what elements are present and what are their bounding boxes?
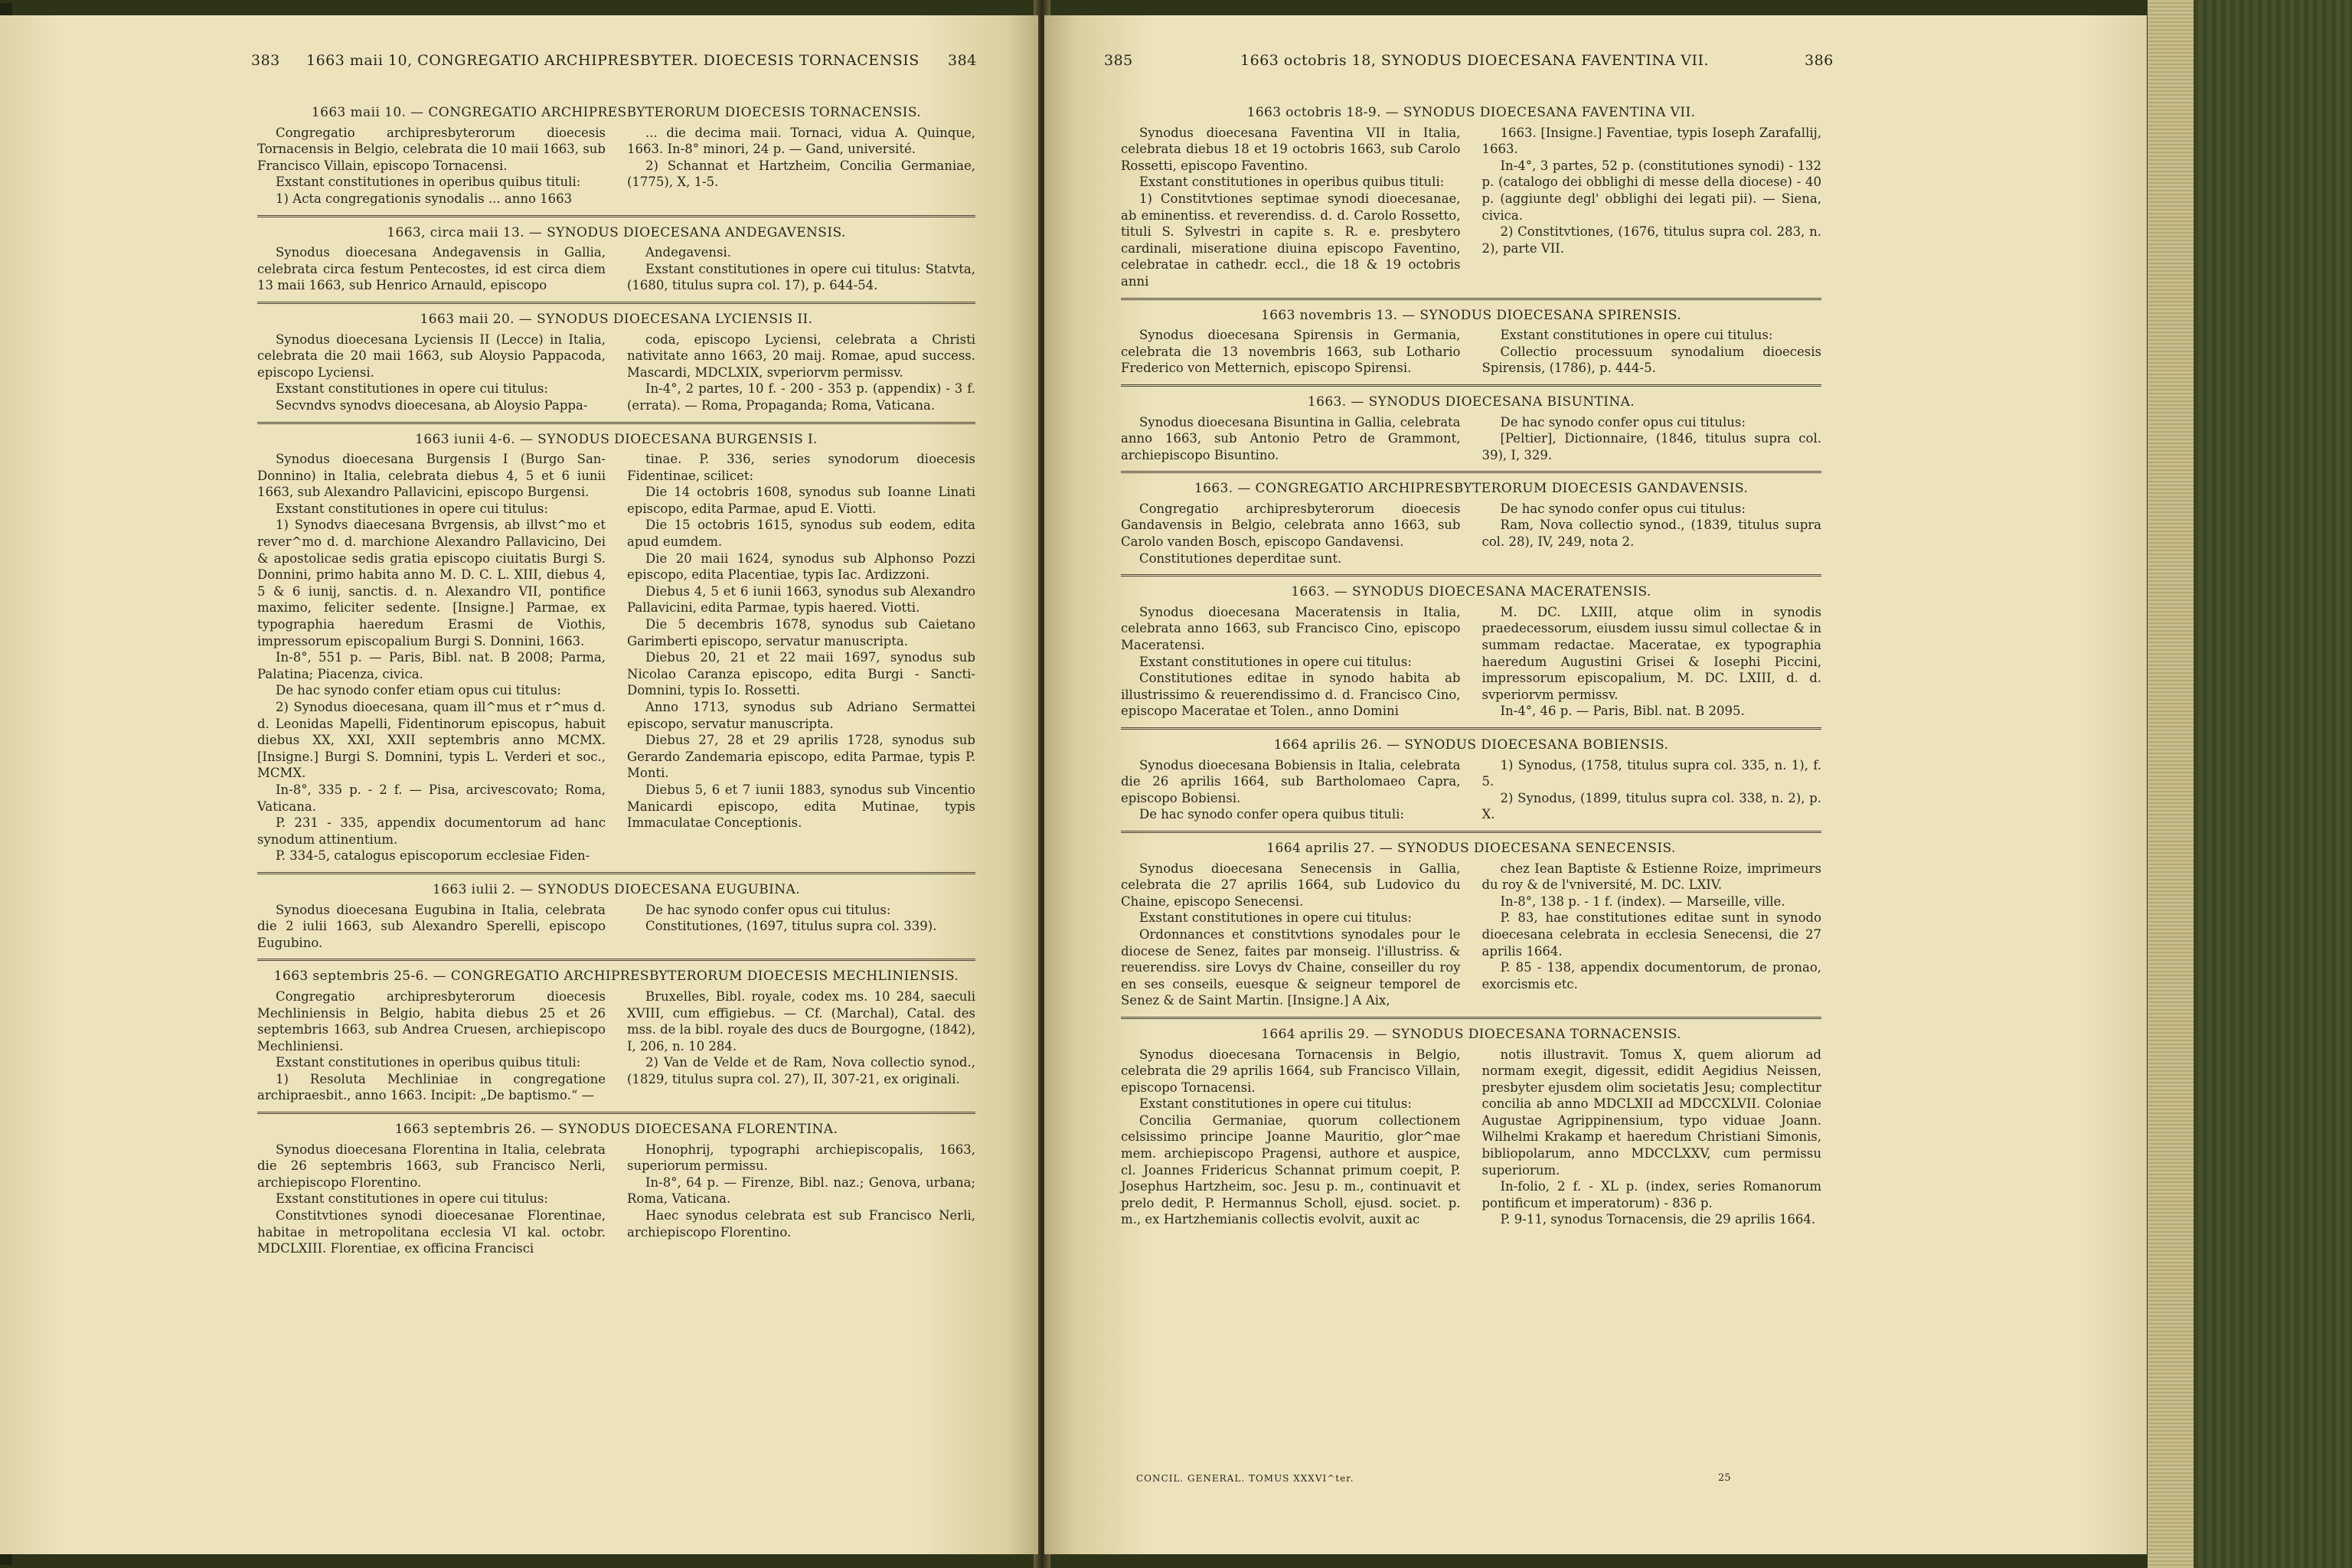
divider-rule [1121, 471, 1821, 473]
entry-subcolumn [257, 244, 606, 294]
book-edge [2148, 0, 2352, 1568]
entry [1121, 1017, 1821, 1228]
paragraph: Synodus dioecesana Bobiensis in Italia, celebrata die 26 aprilis 1664, sub Bartholomaeo Capra, episcopo Bobiensi. [1121, 757, 1461, 805]
entry-subcolumn [627, 244, 975, 294]
signature-mark: 25 [1718, 1472, 1731, 1484]
entry-body [1121, 327, 1821, 377]
page-number: 386 [1805, 52, 1834, 69]
paragraph: P. 85 - 138, appendix documentorum, de pronao, exorcismis etc. [1481, 960, 1821, 991]
divider-rule [1121, 574, 1821, 577]
paragraph: In-8°, 138 p. - 1 f. (index). — Marseille, ville. [1500, 893, 1785, 909]
entry-subcolumn [257, 451, 606, 864]
entry [1121, 298, 1821, 377]
entry-title: 1663 maii 20. — SYNODUS DIOECESANA LYCIENSIS II. [420, 311, 813, 327]
entry [1121, 384, 1821, 463]
paragraph: Synodus dioecesana Florentina in Italia, celebrata die 26 septembris 1663, sub Francisco Nerli, archiepiscopo Florentino. [257, 1142, 606, 1190]
entry-body [257, 1142, 975, 1257]
entry-subcolumn [1121, 125, 1461, 290]
entry-title: 1663. — CONGREGATIO ARCHIPRESBYTERORUM DIOECESIS GANDAVENSIS. [1194, 481, 1749, 497]
entry [257, 959, 975, 1104]
paragraph: P. 9-11, synodus Tornacensis, die 29 aprilis 1664. [1500, 1212, 1816, 1227]
entry-subcolumn [627, 332, 975, 414]
entry-body [257, 988, 975, 1104]
paragraph: Exstant constitutiones in opere cui titulus: Statvta, (1680, titulus supra col. 17), p. 644-54. [627, 261, 975, 293]
entry-subcolumn [1121, 1047, 1461, 1229]
paragraph: Diebus 4, 5 et 6 iunii 1663, synodus sub Alexandro Pallavicini, edita Parmae, typis haered. Viotti. [627, 583, 975, 616]
paragraph: Diebus 20, 21 et 22 maii 1697, synodus sub Nicolao Caranza episcopo, edita Burgi - Sancti-Domnini, typis Io. Rossetti. [627, 650, 975, 698]
entry-subcolumn [1482, 414, 1822, 464]
entry-subcolumn [1482, 327, 1822, 377]
paragraph: Secvndvs synodvs dioecesana, ab Aloysio Pappa- [276, 397, 588, 413]
paragraph: Anno 1713, synodus sub Adriano Sermattei episcopo, servatur manuscripta. [627, 700, 975, 731]
paragraph: Exstant constitutiones in operibus quibus tituli: [276, 175, 581, 190]
entry-body [257, 902, 975, 952]
entry-title: 1663 iulii 2. — SYNODUS DIOECESANA EUGUBINA. [432, 881, 801, 897]
divider-rule [257, 422, 975, 424]
paragraph: notis illustravit. Tomus X, quem aliorum ad normam exegit, digessit, edidit Aegidius Neissen, presbyter ejusdem olim societatis Jesu; complectitur concilia ab anno MDCLXII ad MDCCXLVII. Coloniae Augustae Agrippinensium, typo viduae Joann. Wilhelmi Krakamp et haeredum Christiani Simonis, bibliopolarum, anno MDCCLXXV, cum permissu superiorum. [1481, 1047, 1821, 1178]
entry [1121, 831, 1821, 1009]
entry-subcolumn [1121, 861, 1461, 1009]
paragraph: In-4°, 2 partes, 10 f. - 200 - 353 p. (appendix) - 3 f. (errata). — Roma, Propaganda; Roma, Vaticana. [627, 381, 975, 413]
paragraph: Constitutiones, (1697, titulus supra col. 339). [645, 919, 937, 934]
paragraph: Synodus dioecesana Eugubina in Italia, celebrata die 2 iulii 1663, sub Alexandro Sperelli, episcopo Eugubino. [257, 902, 606, 950]
paragraph: In-folio, 2 f. - XL p. (index, series Romanorum pontificum et imperatorum) - 836 p. [1481, 1179, 1821, 1210]
entry-subcolumn [257, 332, 606, 414]
entry-subcolumn [257, 988, 606, 1104]
paragraph: Concilia Germaniae, quorum collectionem celsissimo principe Joanne Mauritio, glor^mae mem. archiepiscopo Pragensi, authore et auspice, cl. Joannes Fridericus Schannat primum coepit, P. Josephus Hartzheim, soc. Jesu p. m., continuavit et prelo dedit, P. Hermannus Scholl, ejusd. societ. p. m., ex Hartzhemianis collectis evolvit, auxit ac [1121, 1112, 1461, 1227]
paragraph: Synodus dioecesana Tornacensis in Belgio, celebrata die 29 aprilis 1664, sub Francisco Villain, episcopo Tornacensi. [1121, 1047, 1461, 1095]
divider-rule [1121, 727, 1821, 730]
paragraph: ... die decima maii. Tornaci, vidua A. Quinque, 1663. In-8° minori, 24 p. — Gand, université. [627, 125, 975, 157]
paragraph: Constitvtiones synodi dioecesanae Florentinae, habitae in metropolitana ecclesia VI kal. octobr. MDCLXIII. Florentiae, ex officina Francisci [257, 1208, 606, 1256]
left-page [0, 15, 1038, 1554]
entry-body [1121, 757, 1821, 823]
paragraph: Exstant constitutiones in opere cui titulus: [276, 501, 548, 516]
entry-title: 1663 octobris 18-9. — SYNODUS DIOECESANA FAVENTINA VII. [1246, 105, 1696, 120]
paragraph: Ram, Nova collectio synod., (1839, titulus supra col. 28), IV, 249, nota 2. [1481, 518, 1821, 550]
entry-body [1121, 604, 1821, 720]
paragraph: 1) Constitvtiones septimae synodi dioecesanae, ab eminentiss. et reverendiss. d. d. Carolo Rossetto, tituli S. Sylvestri in capite s. R. e. presbytero cardinali, miseratione diuina episcopo Faventino, celebratae in cathedr. eccl., die 18 & 19 octobris anni [1121, 191, 1461, 289]
running-head-text: 1663 maii 10, CONGREGATIO ARCHIPRESBYTER. DIOECESIS TORNACENSIS [306, 52, 920, 69]
paragraph: Synodus dioecesana Faventina VII in Italia, celebrata diebus 18 et 19 octobris 1663, sub Carolo Rossetti, episcopo Faventino. [1121, 125, 1461, 173]
entry-body [1121, 1047, 1821, 1229]
entry-title: 1663. — SYNODUS DIOECESANA MACERATENSIS. [1291, 584, 1651, 600]
divider-rule [257, 959, 975, 961]
entry-subcolumn [1121, 757, 1461, 823]
page-number: 383 [251, 52, 280, 69]
paragraph: Die 5 decembris 1678, synodus sub Caietano Garimberti episcopo, servatur manuscripta. [627, 617, 975, 648]
divider-rule [257, 302, 975, 304]
paragraph: Ordonnances et constitvtions synodales pour le diocese de Senez, faites par monseig. l'illustriss. & reuerendiss. sire Lovys dv Chaine, conseiller du roy en ses conseils, euesque & seigneur temporel de Senez & de Saint Martin. [Insigne.] A Aix, [1121, 926, 1461, 1008]
entry-title: 1663. — SYNODUS DIOECESANA BISUNTINA. [1307, 394, 1635, 410]
entry-subcolumn [1482, 861, 1822, 1009]
paragraph: Exstant constitutiones in opere cui titulus: [1139, 1096, 1412, 1112]
paragraph: In-4°, 46 p. — Paris, Bibl. nat. B 2095. [1500, 704, 1745, 719]
entry-body [257, 125, 975, 207]
paragraph: In-8°, 335 p. - 2 f. — Pisa, arcivescovato; Roma, Vaticana. [257, 782, 606, 814]
paragraph: Exstant constitutiones in opere cui titulus: [1500, 328, 1773, 343]
divider-rule [1121, 298, 1821, 300]
entry-title: 1663 maii 10. — CONGREGATIO ARCHIPRESBYTERORUM DIOECESIS TORNACENSIS. [311, 105, 922, 120]
paragraph: Exstant constitutiones in operibus quibus tituli: [276, 1055, 581, 1070]
entry-subcolumn [627, 451, 975, 864]
divider-rule [257, 215, 975, 217]
paragraph: Diebus 27, 28 et 29 aprilis 1728, synodus sub Gerardo Zandemaria episcopo, edita Parmae, typis P. Monti. [627, 733, 975, 781]
paragraph: Collectio processuum synodalium dioecesis Spirensis, (1786), p. 444-5. [1481, 344, 1821, 376]
entry [257, 105, 975, 207]
entry-subcolumn [1482, 125, 1822, 290]
paragraph: Synodus dioecesana Lyciensis II (Lecce) in Italia, celebrata die 20 maii 1663, sub Aloysio Pappacoda, episcopo Lyciensi. [257, 332, 606, 380]
entry-title: 1663, circa maii 13. — SYNODUS DIOECESANA ANDEGAVENSIS. [387, 224, 846, 240]
entry-title: 1664 aprilis 29. — SYNODUS DIOECESANA TORNACENSIS. [1261, 1026, 1681, 1042]
entry [1121, 105, 1821, 290]
entry-subcolumn [627, 125, 975, 207]
paragraph: Synodus dioecesana Maceratensis in Italia, celebrata anno 1663, sub Francisco Cino, episcopo Maceratensi. [1121, 604, 1461, 653]
entry-body [257, 332, 975, 414]
entry-subcolumn [1482, 604, 1822, 720]
paragraph: 1) Synodus, (1758, titulus supra col. 335, n. 1), f. 5. [1481, 757, 1821, 789]
paragraph: De hac synodo confer etiam opus cui titulus: [276, 683, 561, 698]
entry [257, 872, 975, 951]
entry [257, 1112, 975, 1257]
paragraph: Die 15 octobris 1615, synodus sub eodem, edita apud eumdem. [627, 518, 975, 550]
paragraph: In-4°, 3 partes, 52 p. (constitutiones synodi) - 132 p. (catalogo dei obblighi di messe della diocese) - 40 p. (aggiunte degl' obblighi dei legati pii). — Siena, civica. [1481, 158, 1821, 223]
entry-body [1121, 501, 1821, 567]
entry-body [1121, 861, 1821, 1009]
entry-subcolumn [1482, 1047, 1822, 1229]
paragraph: Synodus dioecesana Spirensis in Germania, celebrata die 13 novembris 1663, sub Lothario Frederico von Metternich, episcopo Spirensi. [1121, 328, 1461, 376]
entry-subcolumn [1482, 757, 1822, 823]
entry-subcolumn [627, 902, 975, 952]
paragraph: Die 14 octobris 1608, synodus sub Ioanne Linati episcopo, edita Parmae, apud E. Viotti. [627, 485, 975, 516]
entry-title: 1663 septembris 25-6. — CONGREGATIO ARCHIPRESBYTERORUM DIOECESIS MECHLINIENSIS. [273, 969, 959, 985]
paragraph: Congregatio archipresbyterorum dioecesis Tornacensis in Belgio, celebrata die 10 maii 1663, sub Francisco Villain, episcopo Tornacensi. [257, 125, 606, 173]
paragraph: De hac synodo confer opus cui titulus: [645, 902, 891, 917]
paragraph: Congregatio archipresbyterorum dioecesis Mechliniensis in Belgio, habita diebus 25 et 26 septembris 1663, sub Andrea Cruesen, archiepiscopo Mechliniensi. [257, 988, 606, 1054]
divider-rule [1121, 384, 1821, 387]
paragraph: Synodus dioecesana Senecensis in Gallia, celebrata die 27 aprilis 1664, sub Ludovico du Chaine, episcopo Senecensi. [1121, 861, 1461, 909]
entry-subcolumn [1121, 501, 1461, 567]
entry-subcolumn [257, 125, 606, 207]
entry-body [1121, 125, 1821, 290]
entry [257, 215, 975, 294]
paragraph: Bruxelles, Bibl. royale, codex ms. 10 284, saeculi XVIII, cum effigiebus. — Cf. (Marchal), Catal. des mss. de la bibl. royale des ducs de Bourgogne, (1842), I, 206, n. 10 284. [627, 988, 975, 1054]
divider-rule [257, 872, 975, 874]
paragraph: 1) Acta congregationis synodalis ... anno 1663 [276, 191, 573, 206]
paragraph: [Peltier], Dictionnaire, (1846, titulus supra col. 39), I, 329. [1481, 431, 1821, 462]
right-page [1044, 15, 2147, 1554]
text-column [1121, 103, 1821, 1228]
paragraph: 2) Synodus, (1899, titulus supra col. 338, n. 2), p. X. [1481, 790, 1821, 822]
paragraph: In-8°, 64 p. — Firenze, Bibl. naz.; Genova, urbana; Roma, Vaticana. [627, 1174, 975, 1207]
paragraph: In-8°, 551 p. — Paris, Bibl. nat. B 2008; Parma, Palatina; Piacenza, civica. [257, 650, 606, 681]
entry-body [257, 244, 975, 294]
entry [1121, 471, 1821, 567]
paragraph: De hac synodo confer opus cui titulus: [1500, 501, 1746, 516]
paragraph: coda, episcopo Lyciensi, celebrata a Christi nativitate anno 1663, 20 maij. Romae, apud success. Mascardi, MDCLXIX, svperiorvm permissv. [627, 332, 975, 380]
paragraph: 2) Synodus dioecesana, quam ill^mus et r^mus d. d. Leonidas Mapelli, Fidentinorum episcopus, habuit diebus XX, XXI, XXII septembris anno MCMX. [Insigne.] Burgi S. Domnini, typis L. Verderi et soc., MCMX. [257, 700, 606, 781]
running-head-text: 1663 octobris 18, SYNODUS DIOECESANA FAVENTINA VII. [1240, 52, 1710, 69]
paragraph: Exstant constitutiones in opere cui titulus: [276, 381, 548, 397]
paragraph: Congregatio archipresbyterorum dioecesis Gandavensis in Belgio, celebrata anno 1663, sub Carolo vanden Bosch, episcopo Gandavensi. [1121, 501, 1461, 550]
paragraph: Die 20 maii 1624, synodus sub Alphonso Pozzi episcopo, edita Placentiae, typis Iac. Ardizzoni. [627, 550, 975, 583]
paragraph: 2) Schannat et Hartzheim, Concilia Germaniae, (1775), X, 1-5. [627, 158, 975, 190]
paragraph: 1) Resoluta Mechliniae in congregatione archipraesbit., anno 1663. Incipit: „De baptismo.“ — [257, 1071, 606, 1103]
entry-title: 1663 novembris 13. — SYNODUS DIOECESANA SPIRENSIS. [1260, 307, 1682, 323]
paragraph: Constitutiones deperditae sunt. [1139, 550, 1342, 566]
entry-title: 1663 iunii 4-6. — SYNODUS DIOECESANA BURGENSIS I. [415, 431, 818, 447]
entry [257, 422, 975, 864]
footer-signature-text: CONCIL. GENERAL. TOMUS XXXVI^ter. [1136, 1473, 1354, 1484]
paragraph: P. 83, hae constitutiones editae sunt in synodo dioecesana celebrata in ecclesia Senecensi, die 27 aprilis 1664. [1481, 910, 1821, 959]
divider-rule [1121, 831, 1821, 833]
entry-title: 1664 aprilis 27. — SYNODUS DIOECESANA SENECENSIS. [1266, 840, 1676, 856]
paragraph: 2) Van de Velde et de Ram, Nova collectio synod., (1829, titulus supra col. 27), II, 307-21, ex originali. [627, 1055, 975, 1086]
paragraph: Synodus dioecesana Andegavensis in Gallia, celebrata circa festum Pentecostes, id est circa diem 13 maii 1663, sub Henrico Arnauld, episcopo [257, 245, 606, 293]
paragraph: Exstant constitutiones in opere cui titulus: [1139, 654, 1412, 669]
text-column [257, 103, 975, 1257]
paragraph: 1) Synodvs diaecesana Bvrgensis, ab illvst^mo et rever^mo d. d. marchione Alexandro Pallavicino, Dei & apostolicae sedis gratia episcopo ciuitatis Burgi S. Donnini, primo habita anno M. D. C. L. XIII, diebus 4, 5 & 6 iunij, sanctis. d. n. Alexandro VII, pontifice maximo, feliciter sedente. [Insigne.] Parmae, ex typographia haeredum Erasmi de Viothis, impressorum episcopalium Burgi S. Donnini, 1663. [257, 518, 606, 648]
entry-body [1121, 414, 1821, 464]
entry-subcolumn [1121, 604, 1461, 720]
entry [1121, 574, 1821, 720]
divider-rule [257, 1112, 975, 1114]
paragraph: Synodus dioecesana Burgensis I (Burgo San-Donnino) in Italia, celebrata diebus 4, 5 et 6 iunii 1663, sub Alexandro Pallavicini, episcopo Burgensi. [257, 452, 606, 500]
paragraph: tinae. P. 336, series synodorum dioecesis Fidentinae, scilicet: [627, 452, 975, 483]
paragraph: Constitutiones editae in synodo habita ab illustrissimo & reuerendissimo d. d. Francisco Cino, episcopo Maceratae et Tolen., anno Domini [1121, 671, 1461, 719]
divider-rule [1121, 1017, 1821, 1019]
paragraph: 2) Constitvtiones, (1676, titulus supra col. 283, n. 2), parte VII. [1481, 224, 1821, 256]
paragraph: De hac synodo confer opera quibus tituli: [1139, 807, 1404, 822]
paragraph: Synodus dioecesana Bisuntina in Gallia, celebrata anno 1663, sub Antonio Petro de Grammont, archiepiscopo Bisuntino. [1121, 414, 1461, 462]
paragraph: Exstant constitutiones in opere cui titulus: [276, 1191, 548, 1207]
paragraph: De hac synodo confer opus cui titulus: [1500, 414, 1746, 430]
entry-subcolumn [1121, 414, 1461, 464]
paragraph: P. 334-5, catalogus episcoporum ecclesiae Fiden- [276, 848, 590, 864]
page-number: 384 [948, 52, 977, 69]
paragraph: chez Iean Baptiste & Estienne Roize, imprimeurs du roy & de l'vniversité, M. DC. LXIV. [1481, 861, 1821, 893]
entry-subcolumn [1482, 501, 1822, 567]
entry [1121, 727, 1821, 823]
paragraph: Exstant constitutiones in opere cui titulus: [1139, 910, 1412, 926]
paragraph: M. DC. LXIII, atque olim in synodis praedecessorum, eiusdem iussu simul collectae & in summam redactae. Maceratae, ex typographia haeredum Augustini Grisei & Iosephi Piccini, impressorum episcopalium, M. DC. LXIII, d. d. svperiorvm permissv. [1481, 604, 1821, 702]
paragraph: 1663. [Insigne.] Faventiae, typis Ioseph Zarafallij, 1663. [1481, 125, 1821, 157]
entry-subcolumn [1121, 327, 1461, 377]
entry-subcolumn [627, 988, 975, 1104]
entry-subcolumn [627, 1142, 975, 1257]
paragraph: Andegavensi. [645, 245, 731, 260]
page-number: 385 [1104, 52, 1133, 69]
entry-title: 1664 aprilis 26. — SYNODUS DIOECESANA BOBIENSIS. [1273, 737, 1669, 753]
paragraph: Diebus 5, 6 et 7 iunii 1883, synodus sub Vincentio Manicardi episcopo, edita Mutinae, typis Immaculatae Conceptionis. [627, 782, 975, 831]
entry-subcolumn [257, 1142, 606, 1257]
paragraph: Haec synodus celebrata est sub Francisco Nerli, archiepiscopo Florentino. [627, 1208, 975, 1240]
paragraph: Honophrij, typographi archiepiscopalis, 1663, superiorum permissu. [627, 1142, 975, 1174]
entry-subcolumn [257, 902, 606, 952]
entry-title: 1663 septembris 26. — SYNODUS DIOECESANA FLORENTINA. [394, 1122, 838, 1138]
entry [257, 302, 975, 414]
paragraph: P. 231 - 335, appendix documentorum ad hanc synodum attinentium. [257, 815, 606, 847]
paragraph: Exstant constitutiones in operibus quibus tituli: [1139, 175, 1445, 190]
entry-body [257, 451, 975, 864]
